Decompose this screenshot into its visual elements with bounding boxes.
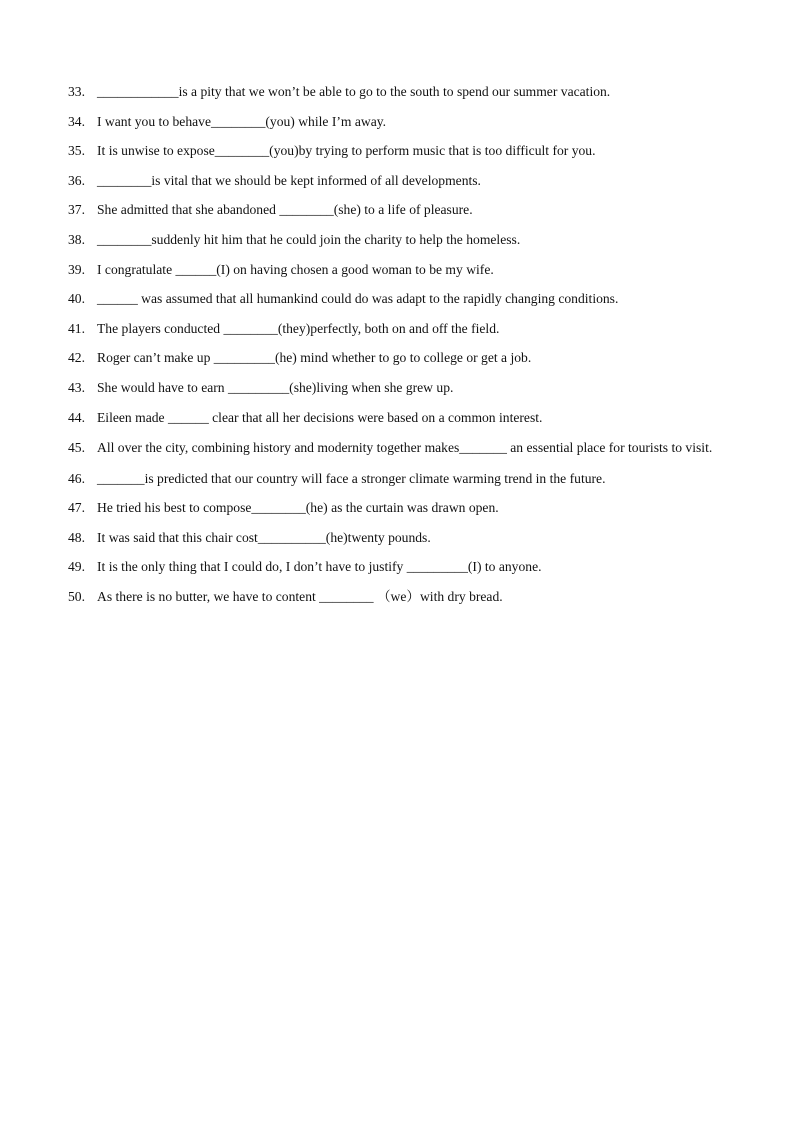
question-number: 45. (68, 440, 85, 456)
question-list (68, 77, 728, 612)
question-text: It is unwise to expose________(you)by trying to perform music that is too difficult for you. (97, 143, 596, 159)
question-text: The players conducted ________(they)perfectly, both on and off the field. (97, 320, 500, 336)
question-item (68, 255, 728, 285)
question-text: Eileen made ______ clear that all her decisions were based on a common interest. (97, 409, 543, 425)
question-number: 46. (68, 470, 85, 486)
question-number: 34. (68, 113, 85, 129)
question-number: 41. (68, 320, 85, 336)
question-text: It is the only thing that I could do, I don’t have to justify _________(I) to anyone. (97, 559, 542, 575)
question-number: 47. (68, 500, 85, 516)
question-number: 42. (68, 350, 85, 366)
question-number: 37. (68, 202, 85, 218)
question-number: 40. (68, 291, 85, 307)
question-text: She admitted that she abandoned ________(she) to a life of pleasure. (97, 202, 473, 218)
question-text: As there is no butter, we have to content ________ （we）with dry bread. (97, 589, 503, 604)
question-item (68, 552, 728, 582)
question-number: 48. (68, 529, 85, 545)
question-item (68, 314, 728, 344)
question-item (68, 523, 728, 553)
question-text: ____________is a pity that we won’t be able to go to the south to spend our summer vacation. (97, 84, 611, 99)
question-item (68, 582, 728, 612)
question-text: It was said that this chair cost__________(he)twenty pounds. (97, 529, 431, 545)
question-text: I want you to behave________(you) while I’m away. (97, 113, 387, 129)
question-text: I congratulate ______(I) on having chosen a good woman to be my wife. (97, 261, 494, 277)
question-number: 33. (68, 84, 85, 99)
question-item (68, 464, 728, 494)
question-item (68, 107, 728, 137)
question-text: All over the city, combining history and modernity together makes_______ an essential place for tourists to visit. (97, 440, 713, 456)
question-number: 44. (68, 409, 85, 425)
question-number: 36. (68, 172, 85, 188)
question-text: ________is vital that we should be kept informed of all developments. (97, 172, 481, 188)
question-number: 49. (68, 559, 85, 575)
question-item (68, 136, 728, 166)
question-text: She would have to earn _________(she)living when she grew up. (97, 379, 454, 395)
question-number: 35. (68, 143, 85, 159)
question-text: Roger can’t make up _________(he) mind whether to go to college or get a job. (97, 350, 532, 366)
question-number: 50. (68, 589, 85, 604)
question-number: 39. (68, 261, 85, 277)
question-item (68, 284, 728, 314)
question-item (68, 403, 728, 433)
question-text: _______is predicted that our country will face a stronger climate warming trend in the future. (97, 470, 606, 486)
question-text: ________suddenly hit him that he could join the charity to help the homeless. (97, 231, 521, 247)
question-item (68, 432, 728, 464)
question-item (68, 195, 728, 225)
question-item (68, 77, 728, 107)
question-number: 38. (68, 231, 85, 247)
question-text: He tried his best to compose________(he) as the curtain was drawn open. (97, 500, 499, 516)
question-item (68, 166, 728, 196)
question-item (68, 373, 728, 403)
question-item (68, 493, 728, 523)
question-item (68, 225, 728, 255)
question-item (68, 343, 728, 373)
question-number: 43. (68, 379, 85, 395)
question-text: ______ was assumed that all humankind could do was adapt to the rapidly changing conditions. (97, 291, 619, 307)
